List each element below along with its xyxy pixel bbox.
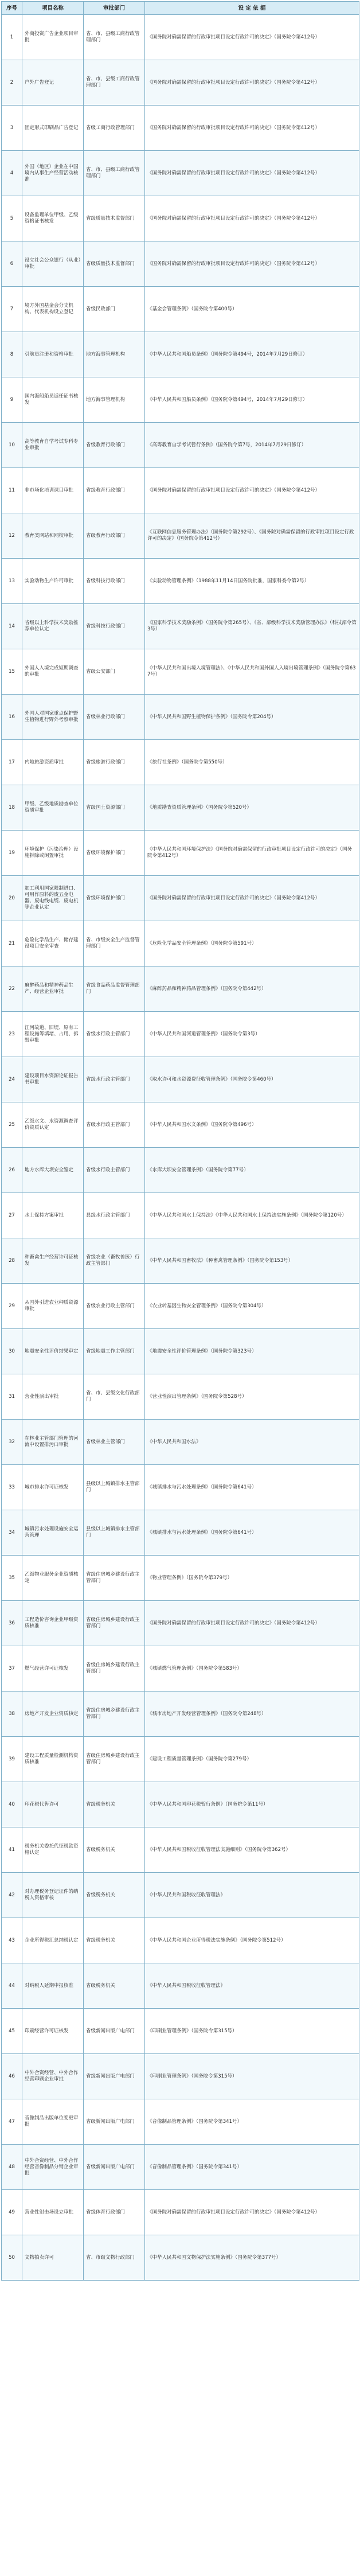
cell-no: 1 <box>2 15 22 60</box>
cell-no: 26 <box>2 1148 22 1193</box>
cell-item: 中外合资经营、中外合作经营印刷企业审批 <box>22 2054 84 2099</box>
cell-basis: 《中华人民共和国河道管理条例》（国务院令第3号） <box>145 1012 359 1057</box>
cell-basis: 《印刷业管理条例》（国务院令第315号） <box>145 2009 359 2054</box>
table-row <box>2 695 359 740</box>
cell-dept: 省级公安部门 <box>84 649 145 695</box>
table-row <box>2 921 359 967</box>
cell-item: 中外合资经营、中外合作经营音像制品分销企业审批 <box>22 2145 84 2190</box>
cell-dept: 省级税务机关 <box>84 1827 145 1873</box>
cell-basis: 《音像制品管理条例》（国务院令第341号） <box>145 2145 359 2190</box>
cell-item: 国内海船船员适任证书核发 <box>22 377 84 423</box>
table-row <box>2 2099 359 2145</box>
cell-item: 加工利用国家限制进口、可用作原料的废五金电器、废电线电缆、废电机等企业认定 <box>22 876 84 921</box>
table-row <box>2 831 359 876</box>
cell-no: 42 <box>2 1873 22 1918</box>
cell-dept: 省级工商行政管理部门 <box>84 106 145 151</box>
cell-basis: 《国务院对确需保留的行政审批项目设定行政许可的决定》（国务院令第412号） <box>145 2190 359 2235</box>
cell-item: 境方外国基金会分支机构、代表机构设立登记 <box>22 287 84 332</box>
cell-dept: 省级科技行政部门 <box>84 559 145 604</box>
cell-no: 7 <box>2 287 22 332</box>
column-header-item: 项目名称 <box>22 2 84 15</box>
cell-dept: 省级水行政主管部门 <box>84 1057 145 1102</box>
cell-no: 29 <box>2 1284 22 1329</box>
table-row <box>2 1148 359 1193</box>
table-row <box>2 60 359 106</box>
cell-basis: 《国务院对确需保留的行政审批项目设定行政许可的决定》（国务院令第412号） <box>145 241 359 287</box>
cell-basis: 《中华人民共和国船员条例》（国务院令第494号，2014年7月29日修订） <box>145 377 359 423</box>
cell-basis: 《中华人民共和国水法》 <box>145 1420 359 1465</box>
cell-dept: 省级教育行政部门 <box>84 513 145 559</box>
cell-basis: 《高等教育自学考试暂行条例》（国务院令第7号，2014年7月29日修订） <box>145 423 359 468</box>
cell-dept: 省级农业行政主管部门 <box>84 1284 145 1329</box>
table-row <box>2 1329 359 1374</box>
cell-no: 49 <box>2 2190 22 2235</box>
cell-dept: 省级食品药品监督管理部门 <box>84 967 145 1012</box>
cell-no: 19 <box>2 831 22 876</box>
table-row <box>2 604 359 649</box>
cell-item: 城镇污水处理设施安全运营管理 <box>22 1510 84 1556</box>
cell-dept: 省级新闻出版广电部门 <box>84 2009 145 2054</box>
cell-basis: 《中华人民共和国水文条例》（国务院令第496号） <box>145 1102 359 1148</box>
table-header-row <box>2 2 359 15</box>
cell-dept: 县级水行政主管部门 <box>84 1193 145 1238</box>
cell-item: 非市场化培训课目审批 <box>22 468 84 513</box>
cell-dept: 省级质量技术监督部门 <box>84 241 145 287</box>
table-row <box>2 15 359 60</box>
cell-no: 25 <box>2 1102 22 1148</box>
cell-item: 地方水库大坝安全鉴定 <box>22 1148 84 1193</box>
cell-basis: 《营业性演出管理条例》（国务院令第528号） <box>145 1374 359 1420</box>
cell-no: 30 <box>2 1329 22 1374</box>
table-row <box>2 876 359 921</box>
cell-item: 对纳税人延期申报核准 <box>22 1963 84 2009</box>
cell-no: 28 <box>2 1238 22 1284</box>
cell-dept: 省级税务机关 <box>84 1918 145 1963</box>
cell-basis: 《国务院对确需保留的行政审批项目设定行政许可的决定》（国务院令第412号） <box>145 1601 359 1646</box>
cell-basis: 《国务院对确需保留的行政审批项目设定行政许可的决定》（国务院令第412号） <box>145 196 359 241</box>
cell-basis: 《国务院对确需保留的行政审批项目设定行政许可的决定》（国务院令第412号） <box>145 151 359 196</box>
cell-basis: 《中华人民共和国税收征收管理法实施细则》（国务院令第362号） <box>145 1827 359 1873</box>
cell-dept: 省、市级安全生产监督管理部门 <box>84 921 145 967</box>
cell-basis: 《印刷业管理条例》（国务院令第315号） <box>145 2054 359 2099</box>
table-row <box>2 1284 359 1329</box>
cell-basis: 《城镇排水与污水处理条例》（国务院令第641号） <box>145 1510 359 1556</box>
cell-no: 2 <box>2 60 22 106</box>
cell-dept: 省级林业主管部门 <box>84 1420 145 1465</box>
cell-item: 音像制品出版单位变更审批 <box>22 2099 84 2145</box>
cell-dept: 省、市、县级文化行政部门 <box>84 1374 145 1420</box>
cell-no: 40 <box>2 1782 22 1827</box>
cell-no: 4 <box>2 151 22 196</box>
table-row <box>2 1465 359 1510</box>
table-row <box>2 241 359 287</box>
cell-no: 3 <box>2 106 22 151</box>
cell-item: 外国人对国家重点保护野生植物进行野外考察审批 <box>22 695 84 740</box>
cell-dept: 省级林业行政部门 <box>84 695 145 740</box>
cell-item: 印刷经营许可证核发 <box>22 2009 84 2054</box>
cell-no: 20 <box>2 876 22 921</box>
cell-basis: 《城市房地产开发经营管理条例》（国务院令第248号） <box>145 1692 359 1737</box>
column-header-dept: 审批部门 <box>84 2 145 15</box>
cell-dept: 省级住房城乡建设行政主管部门 <box>84 1556 145 1601</box>
cell-no: 34 <box>2 1510 22 1556</box>
table-row <box>2 1238 359 1284</box>
cell-basis: 《城镇燃气管理条例》（国务院令第583号） <box>145 1646 359 1692</box>
cell-item: 教育类网站和网校审批 <box>22 513 84 559</box>
cell-item: 设备监理单位甲级、乙级资格证书核发 <box>22 196 84 241</box>
cell-no: 12 <box>2 513 22 559</box>
table-row <box>2 423 359 468</box>
cell-item: 实验动物生产许可审批 <box>22 559 84 604</box>
cell-item: 江河故道、旧堤、原有工程设施等填堵、占用、拆毁审批 <box>22 1012 84 1057</box>
cell-no: 39 <box>2 1737 22 1782</box>
table-row <box>2 468 359 513</box>
cell-no: 10 <box>2 423 22 468</box>
cell-item: 印花税代售许可 <box>22 1782 84 1827</box>
table-row <box>2 2190 359 2235</box>
cell-dept: 县级以上城镇排水主管部门 <box>84 1465 145 1510</box>
cell-no: 16 <box>2 695 22 740</box>
table-row <box>2 1737 359 1782</box>
cell-no: 41 <box>2 1827 22 1873</box>
cell-dept: 省级环境保护部门 <box>84 876 145 921</box>
cell-no: 50 <box>2 2235 22 2281</box>
cell-item: 在林业主管部门管理的河流中设置排污口审批 <box>22 1420 84 1465</box>
cell-basis: 《物业管理条例》（国务院令第379号） <box>145 1556 359 1601</box>
table-body <box>2 15 359 2281</box>
cell-item: 种畜禽生产经营许可证核发 <box>22 1238 84 1284</box>
cell-dept: 省级新闻出版广电部门 <box>84 2054 145 2099</box>
column-header-no: 序号 <box>2 2 22 15</box>
cell-item: 地震安全性评价结果审定 <box>22 1329 84 1374</box>
table-row <box>2 1510 359 1556</box>
cell-item: 外国人入境完成短期调查的审批 <box>22 649 84 695</box>
cell-item: 乙级物业服务企业资质核定 <box>22 1556 84 1601</box>
cell-item: 城市排水许可证核发 <box>22 1465 84 1510</box>
cell-dept: 省级旅游行政部门 <box>84 740 145 785</box>
cell-basis: 《中华人民共和国船员条例》（国务院令第494号，2014年7月29日修订） <box>145 332 359 377</box>
cell-dept: 省级住房城乡建设行政主管部门 <box>84 1737 145 1782</box>
cell-basis: 《中华人民共和国出境入境管理法》、《中华人民共和国外国人入境出境管理条例》（国务院令第637号） <box>145 649 359 695</box>
cell-item: 设立社会公众银行（从业）审批 <box>22 241 84 287</box>
cell-item: 户外广告登记 <box>22 60 84 106</box>
cell-basis: 《实验动物管理条例》（1988年11月14日国务院批准，国家科委令第2号） <box>145 559 359 604</box>
table-row <box>2 785 359 831</box>
cell-dept: 省级税务机关 <box>84 1873 145 1918</box>
cell-item: 燃气经营许可证核发 <box>22 1646 84 1692</box>
cell-dept: 省级环境保护部门 <box>84 831 145 876</box>
cell-basis: 《中华人民共和国税收征收管理法》 <box>145 1963 359 2009</box>
table-row <box>2 377 359 423</box>
cell-basis: 《国务院对确需保留的行政审批项目设定行政许可的决定》（国务院令第412号） <box>145 468 359 513</box>
cell-no: 11 <box>2 468 22 513</box>
cell-basis: 《取水许可和水资源费征收管理条例》（国务院令第460号） <box>145 1057 359 1102</box>
cell-basis: 《地震安全性评价管理条例》（国务院令第323号） <box>145 1329 359 1374</box>
cell-dept: 省级水行政主管部门 <box>84 1102 145 1148</box>
table-row <box>2 649 359 695</box>
cell-dept: 县级以上城镇排水主管部门 <box>84 1510 145 1556</box>
table-row <box>2 1782 359 1827</box>
table-row <box>2 1102 359 1148</box>
cell-basis: 《中华人民共和国文物保护法实施条例》（国务院令第377号） <box>145 2235 359 2281</box>
cell-item: 省级以上科学技术奖励推荐单位认定 <box>22 604 84 649</box>
cell-no: 6 <box>2 241 22 287</box>
cell-no: 23 <box>2 1012 22 1057</box>
cell-item: 营业性演出审批 <box>22 1374 84 1420</box>
cell-dept: 地方海事管理机构 <box>84 332 145 377</box>
cell-basis: 《旅行社条例》（国务院令第550号） <box>145 740 359 785</box>
cell-item: 对办理税务登记证件的纳税人资格审核 <box>22 1873 84 1918</box>
cell-no: 45 <box>2 2009 22 2054</box>
table-row <box>2 1692 359 1737</box>
cell-dept: 省级新闻出版广电部门 <box>84 2099 145 2145</box>
table-row <box>2 1963 359 2009</box>
cell-no: 13 <box>2 559 22 604</box>
table-row <box>2 1374 359 1420</box>
cell-basis: 《建设工程质量管理条例》（国务院令第279号） <box>145 1737 359 1782</box>
cell-item: 环境保护（污染治理）设施拆除或闲置审批 <box>22 831 84 876</box>
cell-no: 15 <box>2 649 22 695</box>
cell-basis: 《水库大坝安全管理条例》（国务院令第77号） <box>145 1148 359 1193</box>
table-header <box>2 2 359 15</box>
cell-basis: 《国务院对确需保留的行政审批项目设定行政许可的决定》（国务院令第412号） <box>145 876 359 921</box>
approval-items-table <box>1 1 359 2281</box>
table-row <box>2 1193 359 1238</box>
cell-item: 工程造价咨询企业甲级资质核准 <box>22 1601 84 1646</box>
table-row <box>2 287 359 332</box>
table-row <box>2 967 359 1012</box>
cell-item: 固定形式印刷品广告登记 <box>22 106 84 151</box>
cell-item: 乙级水文、水资源调查评价资质认定 <box>22 1102 84 1148</box>
table-row <box>2 106 359 151</box>
approval-items-table-wrapper <box>1 1 359 2281</box>
cell-item: 建设项目水资源论证报告书审批 <box>22 1057 84 1102</box>
table-row <box>2 332 359 377</box>
table-row <box>2 1556 359 1601</box>
cell-item: 营业性射击场设立审批 <box>22 2190 84 2235</box>
cell-dept: 省级教育行政部门 <box>84 423 145 468</box>
cell-basis: 《国务院对确需保留的行政审批项目设定行政许可的决定》（国务院令第412号） <box>145 15 359 60</box>
cell-basis: 《中华人民共和国水土保持法》《中华人民共和国水土保持法实施条例》（国务院令第120号） <box>145 1193 359 1238</box>
cell-basis: 《城镇排水与污水处理条例》（国务院令第641号） <box>145 1465 359 1510</box>
cell-no: 36 <box>2 1601 22 1646</box>
cell-item: 内地旅游资质审批 <box>22 740 84 785</box>
table-row <box>2 740 359 785</box>
cell-basis: 《基金会管理条例》（国务院令第400号） <box>145 287 359 332</box>
cell-dept: 省、市、县级工商行政管理部门 <box>84 60 145 106</box>
cell-no: 38 <box>2 1692 22 1737</box>
cell-no: 31 <box>2 1374 22 1420</box>
cell-basis: 《危险化学品安全管理条例》（国务院令第591号） <box>145 921 359 967</box>
cell-no: 47 <box>2 2099 22 2145</box>
cell-item: 甲级、乙级地质勘查单位资质审批 <box>22 785 84 831</box>
cell-no: 5 <box>2 196 22 241</box>
cell-dept: 省级新闻出版广电部门 <box>84 2145 145 2190</box>
cell-dept: 省级教育行政部门 <box>84 468 145 513</box>
table-row <box>2 1827 359 1873</box>
cell-basis: 《中华人民共和国印花税暂行条例》（国务院令第11号） <box>145 1782 359 1827</box>
cell-no: 43 <box>2 1918 22 1963</box>
table-row <box>2 151 359 196</box>
table-row <box>2 196 359 241</box>
cell-item: 建设工程质量检测机构资质核准 <box>22 1737 84 1782</box>
cell-item: 引航员注册和资格审批 <box>22 332 84 377</box>
cell-dept: 省、市、县级工商行政管理部门 <box>84 151 145 196</box>
cell-item: 企业所得税汇总纳税认定 <box>22 1918 84 1963</box>
cell-item: 税务机关委托代征税款资格认定 <box>22 1827 84 1873</box>
cell-dept: 省级税务机关 <box>84 1963 145 2009</box>
cell-basis: 《音像制品管理条例》（国务院令第341号） <box>145 2099 359 2145</box>
cell-item: 房地产开发企业资质核定 <box>22 1692 84 1737</box>
table-row <box>2 2009 359 2054</box>
cell-no: 8 <box>2 332 22 377</box>
cell-dept: 省级质量技术监督部门 <box>84 196 145 241</box>
cell-basis: 《地质勘查资质管理条例》（国务院令第520号） <box>145 785 359 831</box>
table-row <box>2 1646 359 1692</box>
cell-basis: 《国务院对确需保留的行政审批项目设定行政许可的决定》（国务院令第412号） <box>145 60 359 106</box>
cell-dept: 省级民政部门 <box>84 287 145 332</box>
cell-dept: 省级税务机关 <box>84 1782 145 1827</box>
table-row <box>2 2235 359 2281</box>
cell-basis: 《国务院对确需保留的行政审批项目设定行政许可的决定》（国务院令第412号） <box>145 106 359 151</box>
cell-item: 高等教育自学考试专科专业审批 <box>22 423 84 468</box>
cell-dept: 省级住房城乡建设行政主管部门 <box>84 1601 145 1646</box>
table-row <box>2 1873 359 1918</box>
table-row <box>2 2054 359 2099</box>
cell-basis: 《中华人民共和国畜牧法》《种畜禽管理条例》（国务院令第153号） <box>145 1238 359 1284</box>
cell-basis: 《中华人民共和国环境保护法》《国务院对确需保留的行政审批项目设定行政许可的决定》（国务院令第412号） <box>145 831 359 876</box>
cell-dept: 省级科技行政部门 <box>84 604 145 649</box>
cell-item: 麻醉药品和精神药品生产、经营企业审批 <box>22 967 84 1012</box>
cell-basis: 《中华人民共和国税收征收管理法》 <box>145 1873 359 1918</box>
cell-no: 44 <box>2 1963 22 2009</box>
cell-no: 27 <box>2 1193 22 1238</box>
cell-dept: 地方海事管理机构 <box>84 377 145 423</box>
cell-item: 外国（地区）企业在中国境内从事生产经营活动核准 <box>22 151 84 196</box>
table-row <box>2 1420 359 1465</box>
cell-basis: 《麻醉药品和精神药品管理条例》（国务院令第442号） <box>145 967 359 1012</box>
cell-no: 18 <box>2 785 22 831</box>
cell-no: 33 <box>2 1465 22 1510</box>
cell-dept: 省级住房城乡建设行政主管部门 <box>84 1692 145 1737</box>
cell-dept: 省级农业（畜牧兽医）行政主管部门 <box>84 1238 145 1284</box>
cell-no: 14 <box>2 604 22 649</box>
table-row <box>2 2145 359 2190</box>
cell-no: 9 <box>2 377 22 423</box>
table-row <box>2 1601 359 1646</box>
cell-no: 22 <box>2 967 22 1012</box>
cell-item: 水土保持方案审批 <box>22 1193 84 1238</box>
cell-basis: 《互联网信息服务管理办法》（国务院令第292号）、《国务院对确需保留的行政审批项目设定行政许可的决定》（国务院令第412号） <box>145 513 359 559</box>
cell-no: 46 <box>2 2054 22 2099</box>
cell-no: 48 <box>2 2145 22 2190</box>
cell-dept: 省级体育行政部门 <box>84 2190 145 2235</box>
cell-basis: 《农业转基因生物安全管理条例》（国务院令第304号） <box>145 1284 359 1329</box>
cell-dept: 省级水行政主管部门 <box>84 1012 145 1057</box>
cell-no: 24 <box>2 1057 22 1102</box>
cell-basis: 《中华人民共和国野生植物保护条例》（国务院令第204号） <box>145 695 359 740</box>
table-row <box>2 513 359 559</box>
table-row <box>2 1057 359 1102</box>
cell-no: 37 <box>2 1646 22 1692</box>
cell-basis: 《中华人民共和国企业所得税法实施条例》（国务院令第512号） <box>145 1918 359 1963</box>
table-row <box>2 1918 359 1963</box>
cell-item: 危险化学品生产、储存建设项目安全审查 <box>22 921 84 967</box>
table-row <box>2 1012 359 1057</box>
cell-dept: 省级住房城乡建设行政主管部门 <box>84 1646 145 1692</box>
cell-item: 从国外引进农业种质资源审批 <box>22 1284 84 1329</box>
cell-dept: 省级地震工作主管部门 <box>84 1329 145 1374</box>
cell-no: 17 <box>2 740 22 785</box>
cell-dept: 省、市级文物行政部门 <box>84 2235 145 2281</box>
cell-no: 21 <box>2 921 22 967</box>
cell-no: 35 <box>2 1556 22 1601</box>
column-header-basis: 设 定 依 据 <box>145 2 359 15</box>
cell-dept: 省级国土资源部门 <box>84 785 145 831</box>
cell-dept: 省级水行政主管部门 <box>84 1148 145 1193</box>
cell-no: 32 <box>2 1420 22 1465</box>
cell-basis: 《国家科学技术奖励条例》（国务院令第265号）、《省、部级科学技术奖励管理办法》（科技部令第3号） <box>145 604 359 649</box>
cell-dept: 省、市、县级工商行政管理部门 <box>84 15 145 60</box>
cell-item: 文物拍卖许可 <box>22 2235 84 2281</box>
cell-item: 外商投资广告企业项目审批 <box>22 15 84 60</box>
table-row <box>2 559 359 604</box>
